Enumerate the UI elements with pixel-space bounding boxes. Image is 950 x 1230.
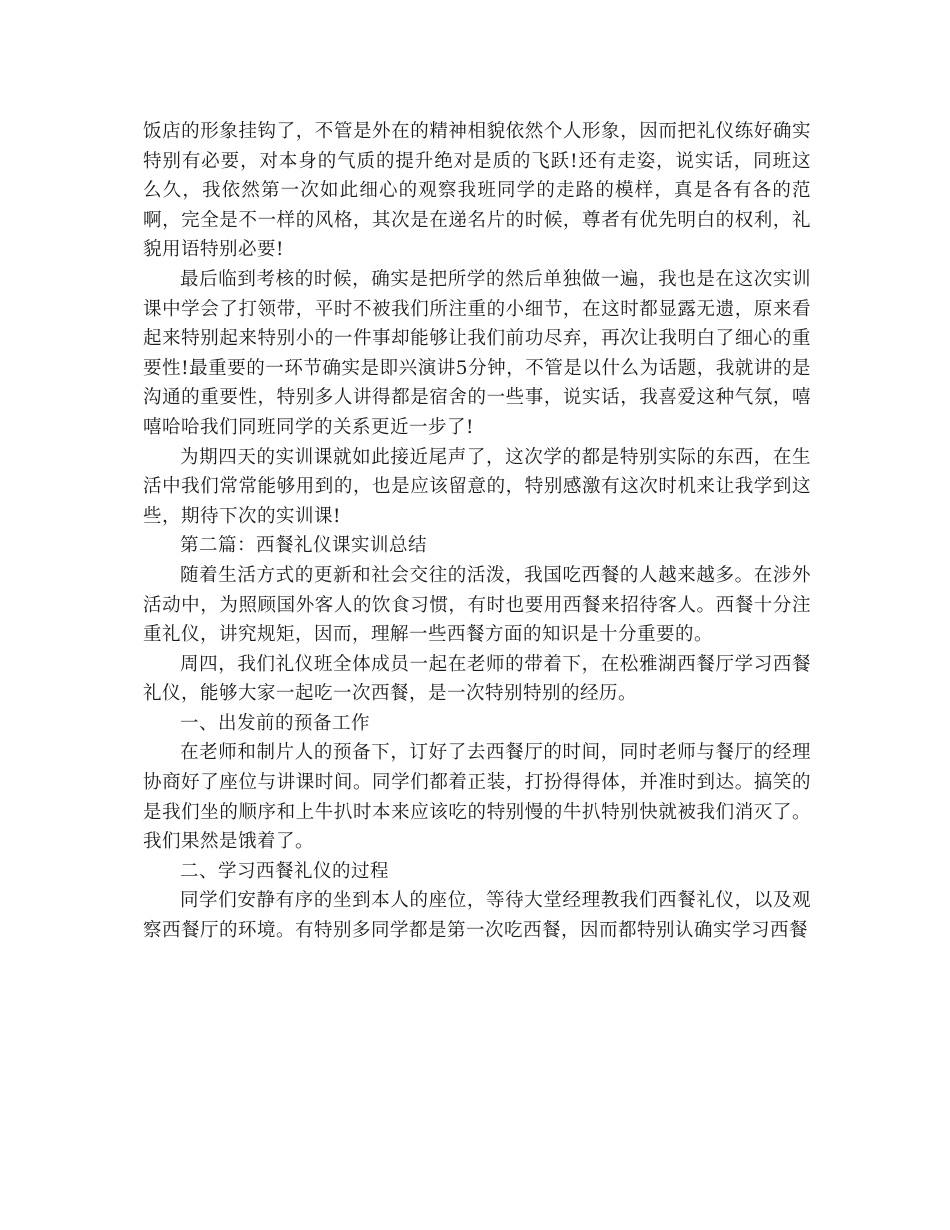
- document-page: [143, 117, 811, 946]
- paragraph-conclusion: 为期四天的实训课就如此接近尾声了，这次学的都是特别实际的东西，在生活中我们常常能够用到的，也是应该留意的，特别感激有这次时机来让我学到这些，期待下次的实训课!: [143, 446, 811, 527]
- paragraph-intro-western-dining: 随着生活方式的更新和社会交往的活泼，我国吃西餐的人越来越多。在涉外活动中，为照顾国外客人的饮食习惯，有时也要用西餐来招待客人。西餐十分注重礼仪，讲究规矩，因而，理解一些西餐方面的知识是十分重要的。: [143, 564, 811, 646]
- paragraph-learning-process: 同学们安静有序的坐到本人的座位，等待大堂经理教我们西餐礼仪，以及观察西餐厅的环境。有特别多同学都是第一次吃西餐，因而都特别认确实学习西餐: [143, 890, 811, 942]
- paragraph-exam: 最后临到考核的时候，确实是把所学的然后单独做一遍，我也是在这次实训课中学会了打领带，平时不被我们所注重的小细节，在这时都显露无遗，原来看起来特别起来特别小的一件事却能够让我们前功尽弃，再次让我明白了细心的重要性!最重要的一环节确实是即兴演讲5分钟，不管是以什么为话题，我就讲的是沟通的重要性，特别多人讲得都是宿舍的一些事，说实话，我喜爱这种气氛，嘻嘻哈哈我们同班同学的关系更近一步了!: [143, 268, 811, 438]
- paragraph-preparation: 在老师和制片人的预备下，订好了去西餐厅的时间，同时老师与餐厅的经理协商好了座位与讲课时间。同学们都着正装，打扮得得体，并准时到达。搞笑的是我们坐的顺序和上牛扒时本来应该吃的特别慢的牛扒特别快就被我们消灭了。我们果然是饿着了。: [143, 742, 811, 853]
- paragraph-thursday-visit: 周四，我们礼仪班全体成员一起在老师的带着下，在松雅湖西餐厅学习西餐礼仪，能够大家一起吃一次西餐，是一次特别特别的经历。: [143, 653, 811, 705]
- subheading-learning-process: 二、学习西餐礼仪的过程: [180, 860, 390, 882]
- subheading-preparation: 一、出发前的预备工作: [180, 712, 371, 734]
- section-heading-part-two: 第二篇：西餐礼仪课实训总结: [180, 535, 428, 557]
- paragraph-continuation: 饭店的形象挂钩了，不管是外在的精神相貌依然个人形象，因而把礼仪练好确实特别有必要，对本身的气质的提升绝对是质的飞跃!还有走姿，说实话，同班这么久，我依然第一次如此细心的观察我班同学的走路的模样，真是各有各的范啊，完全是不一样的风格，其次是在递名片的时候，尊者有优先明白的权利，礼貌用语特别必要!: [143, 121, 811, 261]
